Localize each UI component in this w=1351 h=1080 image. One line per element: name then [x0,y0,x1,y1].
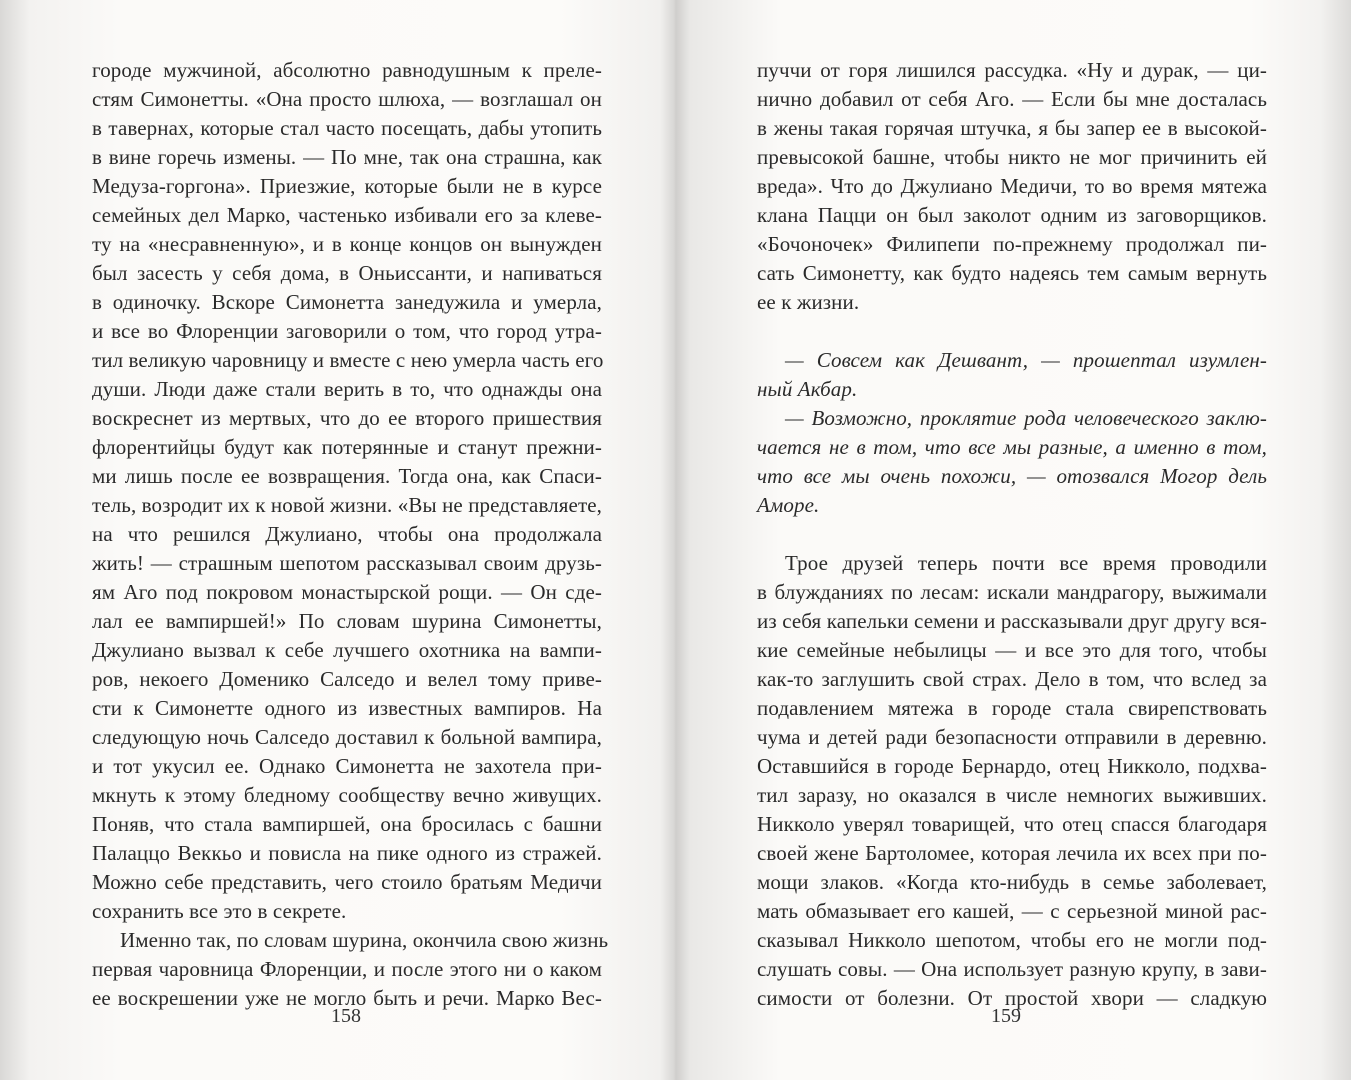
text-line: как-то заглушить свой страх. Дело в том, что вслед за [757,667,1267,691]
text-line: в вине горечь измены. — По мне, так она страшна, как [92,145,602,169]
text-line: Именно так, по словам шурина, окончила свою жизнь [120,928,609,952]
text-line: на что решился Джулиано, чтобы она продолжала [92,522,602,546]
text-line: Трое друзей теперь почти все время проводили [785,551,1267,575]
text-line: сохранить все это в секрете. [92,899,347,923]
text-line: флорентийцы будут как потерянные и станут прежни- [92,435,602,459]
text-line: и все во Флоренции заговорили о том, что город утра- [92,319,602,343]
text-line: что все мы очень похожи, — отозвался Могор дель [757,464,1267,488]
text-line: сти к Симонетте одного из известных вампиров. На [92,696,602,720]
text-line: жить! — страшным шепотом рассказывал своим друзь- [92,551,602,575]
text-line: стям Симонетты. «Она просто шлюха, — возглашал он [92,87,602,111]
text-line: — Возможно, проклятие рода человеческого заклю- [785,406,1267,430]
text-line: Медуза-горгона». Приезжие, которые были не в курсе [92,174,602,198]
text-line: Джулиано вызвал к себе лучшего охотника на вампи- [92,638,602,662]
text-line: слушать совы. — Она использует разную крупу, в зави- [757,957,1267,981]
text-line: Палаццо Веккьо и повисла на пике одного из стражей. [92,841,602,865]
text-line: в одиночку. Вскоре Симонетта занедужила и умерла, [92,290,602,314]
text-line: тил великую чаровницу и вместе с нею умерла часть его [92,348,604,372]
text-line: в блужданиях по лесам: искали мандрагору, выжимали [757,580,1267,604]
right-page [757,56,1267,1013]
left-page [92,56,609,1013]
text-line: подавлением мятежа в городе стала свирепствовать [757,696,1267,720]
text-line: Поняв, что стала вампиршей, она бросилась с башни [92,812,602,836]
text-line: клана Пацци он был заколот одним из заговорщиков. [757,203,1267,227]
text-line: воскреснет из мертвых, что до ее второго пришествия [92,406,602,430]
text-line: мощи злаков. «Когда кто-нибудь в семье заболевает, [757,870,1267,894]
text-line: сать Симонетту, как будто надеясь тем самым вернуть [757,261,1267,285]
text-line: ям Аго под покровом монастырской рощи. — Он сде- [92,580,602,604]
text-line: — Совсем как Дешвант, — прошептал изумлен- [785,348,1267,372]
right-page-number: 159 [991,1005,1021,1027]
text-line: ми лишь после ее возвращения. Тогда она, как Спаси- [92,464,602,488]
text-line: в тавернах, которые стал часто посещать, дабы утопить [92,116,602,140]
text-line: следующую ночь Салседо доставил к больной вампира, [92,725,602,749]
text-line: сказывал Никколо шепотом, чтобы его не могли под- [757,928,1267,952]
text-line: Аморе. [757,493,820,517]
text-line: в жены такая горячая штучка, я бы запер ее в высокой- [757,116,1267,140]
text-line: пуччи от горя лишился рассудка. «Ну и дурак, — ци- [757,58,1267,82]
paragraph-gap [757,520,1267,549]
text-line: тил заразу, но оказался в числе немногих выживших. [757,783,1267,807]
text-line: семейных дел Марко, частенько избивали его за клеве- [92,203,602,227]
text-line: городе мужчиной, абсолютно равнодушным к преле- [92,58,602,82]
paragraph-gap [757,317,1267,346]
text-line: вреда». Что до Джулиано Медичи, то во время мятежа [757,174,1267,198]
left-page-number: 158 [331,1005,361,1027]
text-line: тель, возродит их к новой жизни. «Вы не представляете, [92,493,602,517]
text-line: ров, некоего Доменико Салседо и велел тому приве- [92,667,602,691]
text-line: Можно себе представить, чего стоило братьям Медичи [92,870,602,894]
text-line: кие семейные небылицы — и все это для того, чтобы [757,638,1267,662]
text-line: ный Акбар. [757,377,858,401]
text-line: мкнуть к этому бледному сообществу вечно живущих. [92,783,602,807]
text-line: своей жене Бартоломее, которая лечила их всех при по- [757,841,1267,865]
text-line: лал ее вампиршей!» По словам шурина Симонетты, [92,609,602,633]
text-line: ту на «несравненную», и в конце концов он вынужден [92,232,602,256]
text-line: был засесть у себя дома, в Оньиссанти, и напиваться [92,261,602,285]
text-line: Оставшийся в городе Бернардо, отец Никколо, подхва- [757,754,1267,778]
text-line: мать обмазывает его кашей, — с серьезной миной рас- [757,899,1267,923]
text-line: первая чаровница Флоренции, и после этого ни о каком [92,957,602,981]
text-line: Никколо уверял товарищей, что отец спасся благодаря [757,812,1267,836]
text-line: чума и детей ради безопасности отправили в деревню. [757,725,1267,749]
text-line: души. Люди даже стали верить в то, что однажды она [92,377,602,401]
text-line: из себя капельки семени и рассказывали друг другу вся- [757,609,1267,633]
text-line: и тот укусил ее. Однако Симонетта не захотела при- [92,754,602,778]
text-line: ее воскрешении уже не могло быть и речи. Марко Вес- [92,986,602,1010]
text-line: симости от болезни. От простой хвори — сладкую [757,986,1267,1010]
text-line: «Бочоночек» Филипепи по-прежнему продолжал пи- [757,232,1267,256]
text-line: чается не в том, что все мы разные, а именно в том, [757,435,1267,459]
text-line: превысокой башне, чтобы никто не мог причинить ей [757,145,1267,169]
text-line: нично добавил от себя Аго. — Если бы мне досталась [757,87,1267,111]
text-line: ее к жизни. [757,290,860,314]
